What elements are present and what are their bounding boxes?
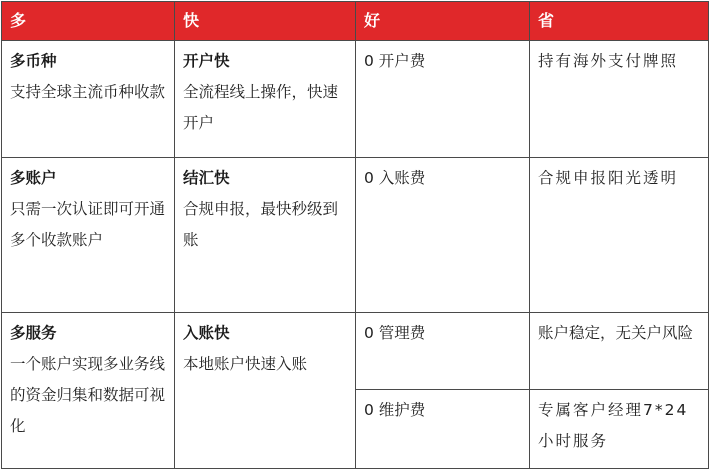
cell-desc: 本地账户快速入账 xyxy=(183,355,308,373)
cell-duo xyxy=(2,158,175,313)
cell-sheng: 账户稳定，无关户风险 xyxy=(530,313,709,390)
cell-sheng: 合规申报阳光透明 xyxy=(530,158,709,313)
cell-desc: 全流程线上操作，快速开户 xyxy=(183,83,339,132)
cell-title: 入账快 xyxy=(183,324,230,342)
cell-duo xyxy=(2,41,175,158)
cell-hao: 0 管理费 xyxy=(356,313,530,390)
cell-title: 多服务 xyxy=(10,324,57,342)
header-sheng: 省 xyxy=(530,2,709,41)
cell-kuai xyxy=(175,313,356,469)
cell-kuai xyxy=(175,158,356,313)
cell-desc: 一个账户实现多业务线的资金归集和数据可视化 xyxy=(10,355,166,435)
header-hao: 好 xyxy=(356,2,530,41)
cell-hao: 0 开户费 xyxy=(356,41,530,158)
cell-sheng: 持有海外支付牌照 xyxy=(530,41,709,158)
cell-desc: 合规申报，最快秒级到账 xyxy=(183,200,339,249)
cell-sheng: 专属客户经理7*24 小时服务 xyxy=(530,390,709,469)
feature-table xyxy=(1,1,709,469)
table-row xyxy=(2,41,709,158)
table-row xyxy=(2,158,709,313)
cell-title: 多账户 xyxy=(10,169,57,187)
cell-title: 多币种 xyxy=(10,52,57,70)
cell-desc: 只需一次认证即可开通多个收款账户 xyxy=(10,200,166,249)
header-row xyxy=(2,2,709,41)
cell-kuai xyxy=(175,41,356,158)
cell-title: 结汇快 xyxy=(183,169,230,187)
cell-title: 开户快 xyxy=(183,52,230,70)
header-kuai: 快 xyxy=(175,2,356,41)
cell-hao: 0 入账费 xyxy=(356,158,530,313)
cell-desc: 支持全球主流币种收款 xyxy=(10,83,166,101)
table-row xyxy=(2,313,709,390)
cell-hao: 0 维护费 xyxy=(356,390,530,469)
cell-duo xyxy=(2,313,175,469)
header-duo: 多 xyxy=(2,2,175,41)
